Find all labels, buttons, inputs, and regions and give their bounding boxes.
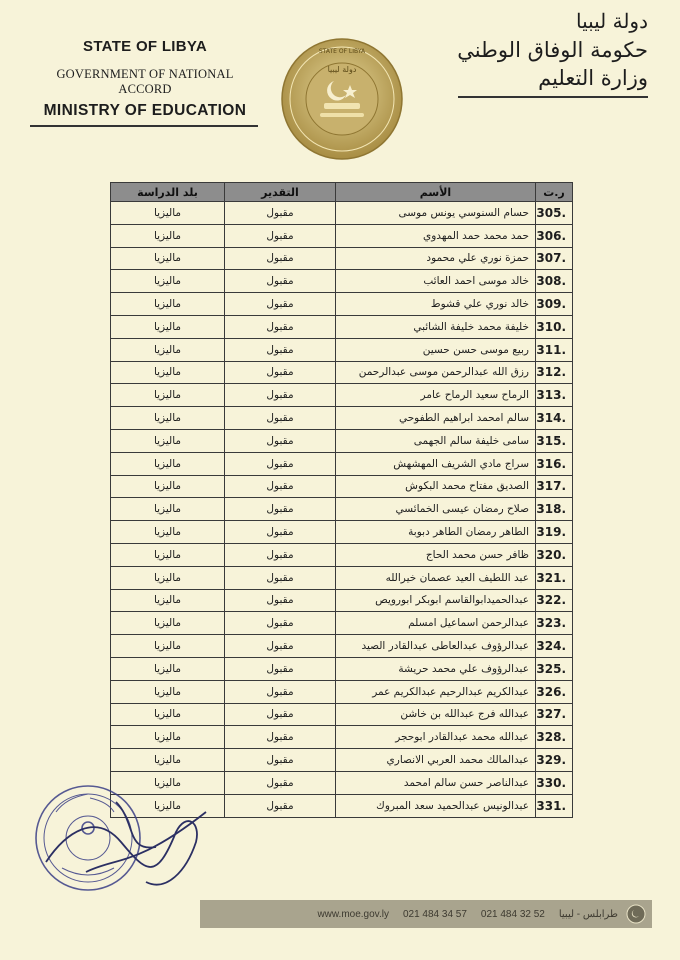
row-number: .317 (536, 475, 573, 498)
column-header-name: الأسم (336, 183, 536, 202)
row-grade: مقبول (225, 589, 336, 612)
row-number: .311 (536, 338, 573, 361)
row-country: ماليزيا (111, 794, 225, 817)
arabic-letterhead (438, 8, 648, 98)
state-title-ar: دولة ليبيا (575, 9, 648, 33)
seal-text-ar: دولة ليبيا (327, 65, 357, 74)
row-number: .312 (536, 361, 573, 384)
row-grade: مقبول (225, 224, 336, 247)
row-country: ماليزيا (111, 224, 225, 247)
table-row (111, 635, 573, 658)
table-row (111, 703, 573, 726)
ministry-seal-logo (280, 37, 404, 161)
row-grade: مقبول (225, 566, 336, 589)
row-name: خليفة محمد خليفة الشائبي (336, 315, 536, 338)
row-country: ماليزيا (111, 749, 225, 772)
table-row (111, 726, 573, 749)
table-row (111, 612, 573, 635)
row-country: ماليزيا (111, 452, 225, 475)
row-grade: مقبول (225, 361, 336, 384)
row-grade: مقبول (225, 293, 336, 316)
table-row (111, 521, 573, 544)
row-country: ماليزيا (111, 361, 225, 384)
row-grade: مقبول (225, 543, 336, 566)
column-header-grade: التقدير (225, 183, 336, 202)
row-country: ماليزيا (111, 293, 225, 316)
table-row (111, 475, 573, 498)
table-body (111, 202, 573, 818)
row-name: ظافر حسن محمد الحاج (336, 543, 536, 566)
row-country: ماليزيا (111, 338, 225, 361)
row-number: .305 (536, 202, 573, 225)
row-name: سالم امحمد ابراهيم الطفوحي (336, 407, 536, 430)
row-country: ماليزيا (111, 657, 225, 680)
table-row (111, 384, 573, 407)
table-row (111, 452, 573, 475)
header-divider-left (30, 125, 258, 127)
row-number: .314 (536, 407, 573, 430)
row-country: ماليزيا (111, 247, 225, 270)
row-country: ماليزيا (111, 680, 225, 703)
row-number: .322 (536, 589, 573, 612)
row-name: رزق الله عبدالرحمن موسى عبدالرحمن (336, 361, 536, 384)
footer-phone-1: 021 484 34 57 (402, 908, 467, 920)
row-name: سامى خليفة سالم الجهمى (336, 429, 536, 452)
seal-text-en: STATE OF LIBYA (318, 48, 366, 55)
row-name: الصديق مفتاح محمد البكوش (336, 475, 536, 498)
row-number: .325 (536, 657, 573, 680)
row-name: الطاهر رمضان الطاهر دبوبة (336, 521, 536, 544)
row-grade: مقبول (225, 202, 336, 225)
row-grade: مقبول (225, 612, 336, 635)
row-number: .319 (536, 521, 573, 544)
row-number: .323 (536, 612, 573, 635)
row-number: .307 (536, 247, 573, 270)
table-header-row (111, 183, 573, 202)
government-title-ar: حكومة الوفاق الوطني (457, 38, 648, 62)
row-country: ماليزيا (111, 498, 225, 521)
row-grade: مقبول (225, 270, 336, 293)
table-row (111, 224, 573, 247)
row-name: عبدالله محمد عبدالقادر ابوحجر (336, 726, 536, 749)
row-name: عبدالرحمن اسماعيل امسلم (336, 612, 536, 635)
table-row (111, 202, 573, 225)
row-country: ماليزيا (111, 635, 225, 658)
row-grade: مقبول (225, 315, 336, 338)
row-grade: مقبول (225, 771, 336, 794)
footer-contact-bar (200, 900, 652, 928)
row-grade: مقبول (225, 657, 336, 680)
row-number: .331 (536, 794, 573, 817)
table-row (111, 498, 573, 521)
row-grade: مقبول (225, 475, 336, 498)
row-number: .328 (536, 726, 573, 749)
table-row (111, 429, 573, 452)
row-country: ماليزيا (111, 429, 225, 452)
table-row (111, 749, 573, 772)
table-row (111, 543, 573, 566)
row-country: ماليزيا (111, 521, 225, 544)
row-name: عبدالكريم عبدالرحيم عبدالكريم عمر (336, 680, 536, 703)
row-country: ماليزيا (111, 543, 225, 566)
row-country: ماليزيا (111, 703, 225, 726)
row-number: .327 (536, 703, 573, 726)
row-number: .310 (536, 315, 573, 338)
row-grade: مقبول (225, 635, 336, 658)
row-name: خالد نوري علي قشوط (336, 293, 536, 316)
table-row (111, 361, 573, 384)
row-name: عبدالناصر حسن سالم امحمد (336, 771, 536, 794)
column-header-number: ر.ت (536, 183, 573, 202)
row-name: ربيع موسى حسن حسين (336, 338, 536, 361)
footer-city: طرابلس - ليبيا (558, 908, 618, 920)
table-row (111, 657, 573, 680)
header-divider-right (458, 96, 648, 98)
table-row (111, 589, 573, 612)
english-letterhead (30, 38, 260, 127)
row-country: ماليزيا (111, 771, 225, 794)
row-name: عبدالرؤوف علي محمد حريشة (336, 657, 536, 680)
row-grade: مقبول (225, 726, 336, 749)
row-grade: مقبول (225, 338, 336, 361)
table-row (111, 680, 573, 703)
official-stamp-signature (26, 772, 226, 912)
row-name: سراج مادي الشريف المهشهش (336, 452, 536, 475)
row-grade: مقبول (225, 749, 336, 772)
table-row (111, 407, 573, 430)
row-number: .313 (536, 384, 573, 407)
row-number: .318 (536, 498, 573, 521)
table-row (111, 338, 573, 361)
row-grade: مقبول (225, 407, 336, 430)
government-title-en: GOVERNMENT OF NATIONAL ACCORD (56, 67, 234, 96)
row-country: ماليزيا (111, 726, 225, 749)
row-grade: مقبول (225, 521, 336, 544)
footer-emblem-icon (626, 904, 646, 924)
row-number: .321 (536, 566, 573, 589)
row-name: عبدالرؤوف عبدالعاطى عبدالقادر الصيد (336, 635, 536, 658)
row-number: .326 (536, 680, 573, 703)
row-grade: مقبول (225, 794, 336, 817)
ministry-title-en: MINISTRY OF EDUCATION (43, 102, 247, 119)
row-grade: مقبول (225, 498, 336, 521)
row-country: ماليزيا (111, 475, 225, 498)
row-grade: مقبول (225, 680, 336, 703)
row-country: ماليزيا (111, 384, 225, 407)
results-table-container (110, 182, 572, 818)
row-name: حمد محمد حمد المهدوي (336, 224, 536, 247)
row-name: عبدالونيس عبدالحميد سعد المبروك (336, 794, 536, 817)
footer-phone-2: 021 484 32 52 (480, 908, 545, 920)
row-country: ماليزيا (111, 589, 225, 612)
table-row (111, 315, 573, 338)
row-number: .320 (536, 543, 573, 566)
row-country: ماليزيا (111, 315, 225, 338)
row-grade: مقبول (225, 429, 336, 452)
table-row (111, 270, 573, 293)
row-country: ماليزيا (111, 407, 225, 430)
row-grade: مقبول (225, 247, 336, 270)
row-name: عبد اللطيف العيد عصمان خيرالله (336, 566, 536, 589)
results-table (110, 182, 573, 818)
table-row (111, 247, 573, 270)
row-grade: مقبول (225, 703, 336, 726)
row-number: .309 (536, 293, 573, 316)
row-name: خالد موسى احمد العائب (336, 270, 536, 293)
footer-website: www.moe.gov.ly (317, 908, 389, 920)
row-grade: مقبول (225, 452, 336, 475)
row-number: .308 (536, 270, 573, 293)
row-name: صلاح رمضان عيسى الخمائسي (336, 498, 536, 521)
row-country: ماليزيا (111, 270, 225, 293)
row-number: .329 (536, 749, 573, 772)
row-grade: مقبول (225, 384, 336, 407)
table-row (111, 566, 573, 589)
row-name: الرماح سعيد الرماح عامر (336, 384, 536, 407)
row-number: .324 (536, 635, 573, 658)
row-name: حسام السنوسي يونس موسى (336, 202, 536, 225)
row-number: .316 (536, 452, 573, 475)
row-number: .330 (536, 771, 573, 794)
state-title-en: STATE OF LIBYA (83, 38, 207, 55)
table-row (111, 293, 573, 316)
row-country: ماليزيا (111, 566, 225, 589)
column-header-country: بلد الدراسة (111, 183, 225, 202)
row-name: عبدالحميدابوالقاسم ابوبكر ابورويص (336, 589, 536, 612)
ministry-title-ar: وزارة التعليم (538, 66, 648, 90)
row-number: .306 (536, 224, 573, 247)
row-country: ماليزيا (111, 202, 225, 225)
row-name: عبدالمالك محمد العربي الانصاري (336, 749, 536, 772)
row-name: حمزة نوري علي محمود (336, 247, 536, 270)
row-country: ماليزيا (111, 612, 225, 635)
row-name: عبدالله فرج عبدالله بن خاشن (336, 703, 536, 726)
row-number: .315 (536, 429, 573, 452)
